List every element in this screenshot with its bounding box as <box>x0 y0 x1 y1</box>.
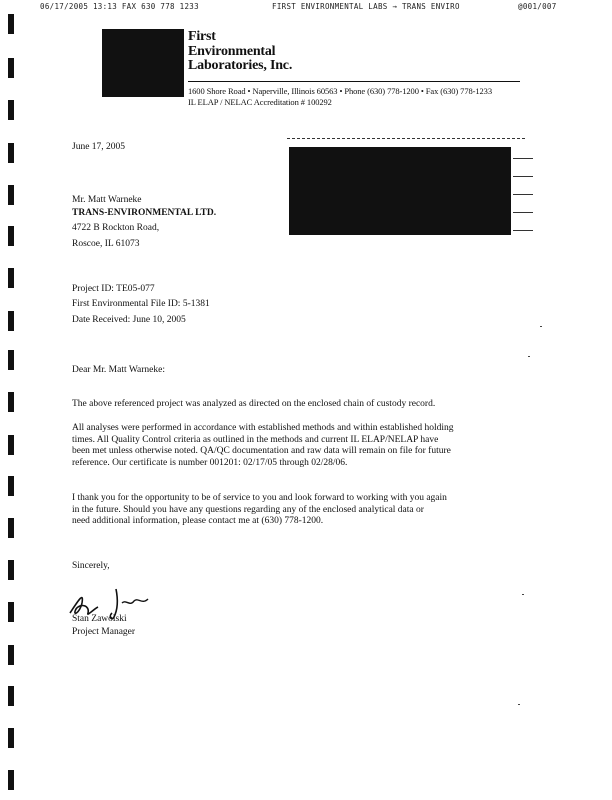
paragraph-3-line: I thank you for the opportunity to be of service to you and look forward to working with you again <box>72 493 447 503</box>
paragraph-2-line: been met unless otherwise noted. QA/QC documentation and raw data will remain on file for future <box>72 446 451 456</box>
scan-speck <box>522 594 524 595</box>
file-id: First Environmental File ID: 5-1381 <box>72 299 210 309</box>
binder-hole-marks <box>8 0 16 800</box>
paragraph-3-line: in the future. Should you have any questions regarding any of the enclosed analytical data or <box>72 504 424 515</box>
company-name <box>188 30 292 74</box>
paragraph-2-line: reference. Our certificate is number 001201: 02/17/05 through 02/28/06. <box>72 457 348 468</box>
salutation: Dear Mr. Matt Warneke: <box>72 365 165 375</box>
redaction-dash-line <box>287 138 525 139</box>
recipient-street: 4722 B Rockton Road, <box>72 223 160 233</box>
paragraph-2-line: All analyses were performed in accordance with established methods and within established holding <box>72 423 454 433</box>
fax-header-left: 06/17/2005 13:13 FAX 630 778 1233 <box>40 2 199 11</box>
paragraph-3-line: need additional information, please contact me at (630) 778-1200. <box>72 516 324 526</box>
project-id: Project ID: TE05-077 <box>72 284 155 294</box>
company-logo-redacted <box>102 29 184 97</box>
recipient-city: Roscoe, IL 61073 <box>72 239 140 249</box>
signer-name: Stan Zawolski <box>72 614 127 624</box>
letterhead-divider <box>188 81 520 82</box>
scan-speck <box>518 704 520 705</box>
scan-speck <box>540 326 542 327</box>
company-name-line1: First <box>188 29 216 44</box>
paragraph-2 <box>72 423 532 469</box>
company-name-line3: Laboratories, Inc. <box>188 58 293 73</box>
recipient-name: Mr. Matt Warneke <box>72 195 142 205</box>
paragraph-1: The above referenced project was analyzed as directed on the enclosed chain of custody record. <box>72 399 436 409</box>
scan-speck <box>528 356 530 357</box>
signer-title: Project Manager <box>72 627 136 637</box>
fax-header-center: FIRST ENVIRONMENTAL LABS → TRANS ENVIRO <box>272 2 460 11</box>
closing: Sincerely, <box>72 561 110 571</box>
company-address: 1600 Shore Road • Naperville, Illinois 60563 • Phone (630) 778-1200 • Fax (630) 778-1233 <box>188 86 492 96</box>
fax-header-right: @001/007 <box>518 2 557 11</box>
redacted-block <box>289 147 511 235</box>
date-received: Date Received: June 10, 2005 <box>72 315 186 325</box>
paragraph-2-line: times. All Quality Control criteria as outlined in the methods and current IL ELAP/NELAP have <box>72 434 439 445</box>
recipient-company: TRANS-ENVIRONMENTAL LTD. <box>72 208 217 218</box>
accreditation-number: IL ELAP / NELAC Accreditation # 100292 <box>188 97 332 107</box>
letter-date: June 17, 2005 <box>72 142 126 152</box>
paragraph-3 <box>72 493 532 528</box>
company-name-line2: Environmental <box>188 43 276 59</box>
redaction-side-lines <box>513 148 533 234</box>
